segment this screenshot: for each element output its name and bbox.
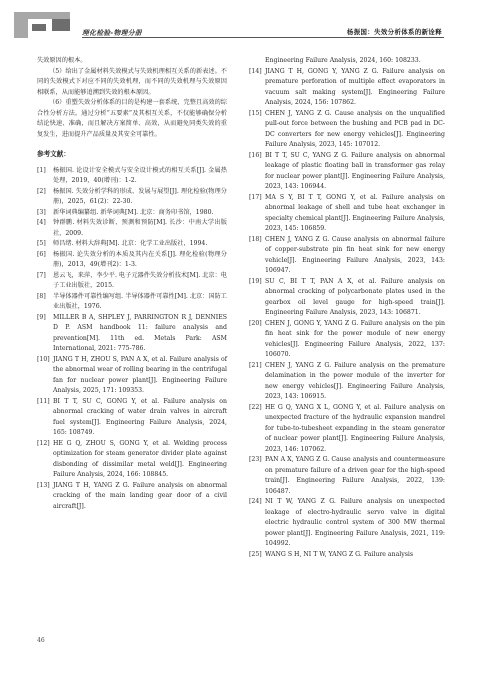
reference-number: [1] (37, 166, 46, 174)
reference-item (249, 151, 445, 193)
reference-number: [22] (249, 403, 262, 411)
reference-item (37, 239, 227, 250)
reference-list (37, 166, 227, 513)
reference-item (37, 355, 227, 397)
reference-number: [18] (249, 235, 262, 243)
reference-item (37, 271, 227, 292)
reference-item (37, 208, 227, 219)
reference-number: [12] (37, 439, 50, 447)
reference-text: Engineering Failure Analysis, 2024, 160: 108233. (265, 57, 421, 64)
reference-continuation (249, 56, 445, 67)
reference-text: 杨振国. 论设计安全模式与安全设计模式的相互关系[J]. 金属热处理，2019，40(增刊)：1-2. (53, 166, 227, 184)
header-divider (82, 37, 444, 38)
reference-text: HE G Q, ZHOU S, GONG Y, et al. Welding process optimization for steam generator divider plate against disbonding of dissimilar metal weld[J]. Engineering Failure Analysis, 2024, 166: 108845. (53, 439, 227, 478)
reference-item (249, 235, 445, 277)
reference-text: JIANG T H, ZHOU S, PAN A X, et al. Failure analysis of the abnormal wear of rolling bearing in the centrifugal fan for nuclear power plant[J]. Engineering Failure Analysis, 2025, 171: 109353. (53, 355, 227, 394)
reference-number: [2] (37, 187, 46, 195)
body-paragraph: （6）重塑失效分析体系的目的是构建一套系统、完整且高效的综合性分析方法。通过分析“五要素”及其相互关系，不仅能够确保分析结论快速、准确，而且解决方案简单、高效，从而避免同类失效的重复发生，进而提升产品质量及其安全可靠性。 (37, 99, 227, 138)
reference-item (249, 277, 445, 319)
reference-text: 半导体器件可靠性编写组. 半导体器件可靠性[M]. 北京：国防工业出版社，1976. (53, 292, 227, 310)
reference-item (249, 550, 445, 561)
body-paragraph: （5）给出了金属材料失效模式与失效机理相互关系的新表述。不同的失效模式下对应不同的失效机理，而不同的失效机理与失效原因相联系，从而能够追溯到失效的根本原因。 (37, 67, 227, 96)
reference-number: [17] (249, 193, 262, 201)
reference-number: [11] (37, 397, 50, 405)
reference-text: HE G Q, YANG X L, GONG Y, et al. Failure analysis on unexpected fracture of the hydraulic expansion mandrel for tube-to-tubesheet expanding in the steam generator of nuclear power plant[J]. Engineering Failure Analysis, 2023, 146: 107062. (265, 403, 445, 453)
reference-item (249, 361, 445, 403)
reference-number: [4] (37, 219, 46, 226)
reference-item (249, 319, 445, 361)
reference-item (37, 292, 227, 313)
reference-text: PAN A X, YANG Z G. Cause analysis and countermeasure on premature failure of a driven gear for the high-speed train[J]. Engineering Failure Analysis, 2022, 139: 106487. (265, 456, 445, 495)
reference-number: [25] (249, 550, 262, 558)
reference-item (37, 187, 227, 208)
reference-item (249, 67, 445, 109)
reference-item (249, 193, 445, 235)
reference-item (37, 250, 227, 271)
page-header (0, 0, 480, 44)
journal-name: 理化检验-物理分册 (82, 29, 142, 37)
page-number: 46 (37, 637, 45, 644)
reference-item (249, 109, 445, 151)
reference-number: [8] (37, 292, 46, 300)
reference-text: SU C, BI T T, PAN A X, et al. Failure analysis on abnormal cracking of polycarbonate plates used in the gearbox oil level gauge for high-speed train[J]. Engineering Failure Analysis, 2023, 143: 106871. (265, 277, 445, 316)
left-column (37, 56, 227, 512)
reference-number: [20] (249, 319, 262, 327)
running-title: 杨振国：失效分析体系的新诠释 (346, 28, 442, 36)
right-column (249, 56, 445, 560)
reference-number: [13] (37, 481, 50, 489)
reference-item (249, 455, 445, 497)
reference-number: [23] (249, 456, 262, 463)
reference-number: [21] (249, 361, 262, 369)
reference-number: [15] (249, 109, 262, 117)
reference-text: 师昌绪. 材料大辞典[M]. 北京：化学工业出版社，1994. (53, 240, 208, 247)
reference-text: CHEN J, YANG Z G. Cause analysis on the unqualified pull-out force between the bushing and PCB pad in DC-DC converters for new energy vehicles[J]. Engineering Failure Analysis, 2023, 145: 107012. (265, 109, 445, 148)
reference-text: WANG S H, NI T W, YANG Z G. Failure analysis (265, 550, 414, 558)
reference-item (37, 313, 227, 355)
reference-text: CHEN J, GONG Y, YANG Z G. Failure analysis on the pin fin heat sink for the power module of new energy vehicles[J]. Engineering Failure Analysis, 2022, 137: 106070. (265, 319, 445, 358)
reference-number: [19] (249, 277, 262, 285)
reference-text: 新华词典编纂组. 新华词典[M]. 北京：商务印书馆，1980. (53, 208, 214, 216)
reference-text: NI T W, YANG Z G. Failure analysis on unexpected leakage of electro-hydraulic servo valve in digital electric hydraulic control system of 300 MW thermal power plant[J]. Engineering Failure Analysis, 2021, 119: 104992. (265, 498, 445, 547)
reference-text: CHEN J, YANG Z G. Failure analysis on the premature delamination in the power module of the inverter for new energy vehicles[J]. Engineering Failure Analysis, 2023, 143: 106915. (265, 361, 445, 400)
reference-item (37, 218, 227, 239)
references-heading: 参考文献： (37, 150, 70, 158)
reference-item (37, 481, 227, 513)
reference-number: [3] (37, 208, 46, 216)
reference-text: 恩云飞，来萍，李少平. 电子元器件失效分析技术[M]. 北京：电子工业出版社，2015. (53, 271, 227, 289)
reference-number: [16] (249, 151, 262, 159)
body-paragraph: 失效原因的根本。 (37, 57, 87, 64)
reference-item (37, 166, 227, 187)
reference-text: 钟群鹏. 材料失效诊断、预测和预防[M]. 长沙：中南大学出版社，2009. (53, 219, 227, 237)
reference-number: [6] (37, 250, 46, 258)
reference-item (249, 403, 445, 456)
reference-text: JIANG T H, YANG Z G. Failure analysis on abnormal cracking of the main landing gear door of a civil aircraft[J]. (53, 481, 227, 510)
reference-text: 杨振国. 论失效分析的本质及其内在关系[J]. 理化检验(物理分册)，2013，49(增刊2)：1-3. (53, 250, 227, 268)
reference-text: 杨振国. 失效分析学科的形成、发展与展望[J]. 理化检验(物理分册)，2025，61(2)：22-30. (53, 187, 227, 205)
reference-text: MILLER B A, SHPLEY J, PARRINGTON R J, DENNIES D P. ASM handbook 11: failure analysis and prevention[M]. 11th ed. Metals Park: ASM International, 2021: 775-786. (53, 313, 227, 352)
reference-text: BI T T, SU C, GONG Y, et al. Failure analysis on abnormal cracking of water drain valves in aircraft fuel system[J]. Engineering Failure Analysis, 2024, 165: 108749. (53, 397, 227, 436)
reference-number: [5] (37, 240, 46, 247)
reference-item (37, 397, 227, 439)
reference-number: [24] (249, 498, 262, 505)
reference-text: CHEN J, YANG Z G. Cause analysis on abnormal failure of copper-substrate pin fin heat sink for new energy vehicle[J]. Engineering Failure Analysis, 2023, 143: 106947. (265, 235, 445, 274)
reference-number: [9] (37, 313, 46, 321)
reference-text: BI T T, SU C, YANG Z G. Failure analysis on abnormal leakage of plastic floating ball in transformer gas relay for nuclear power plant[J]. Engineering Failure Analysis, 2023, 143: 106944. (265, 151, 445, 190)
reference-number: [14] (249, 67, 262, 75)
reference-item (37, 439, 227, 481)
reference-number: [7] (37, 271, 46, 279)
reference-text: JIANG T H, GONG Y, YANG Z G. Failure analysis on premature perforation of multiple effect evaporators in vacuum salt making system[J]. Engineering Failure Analysis, 2024, 156: 107862. (265, 67, 445, 106)
reference-item (249, 497, 445, 550)
reference-number: [10] (37, 355, 50, 363)
reference-text: MA S Y, BI T T, GONG Y, et al. Failure analysis on abnormal leakage of shell and tube heat exchanger in specialty chemical plant[J]. Engineering Failure Analysis, 2023, 145: 106859. (265, 193, 445, 232)
